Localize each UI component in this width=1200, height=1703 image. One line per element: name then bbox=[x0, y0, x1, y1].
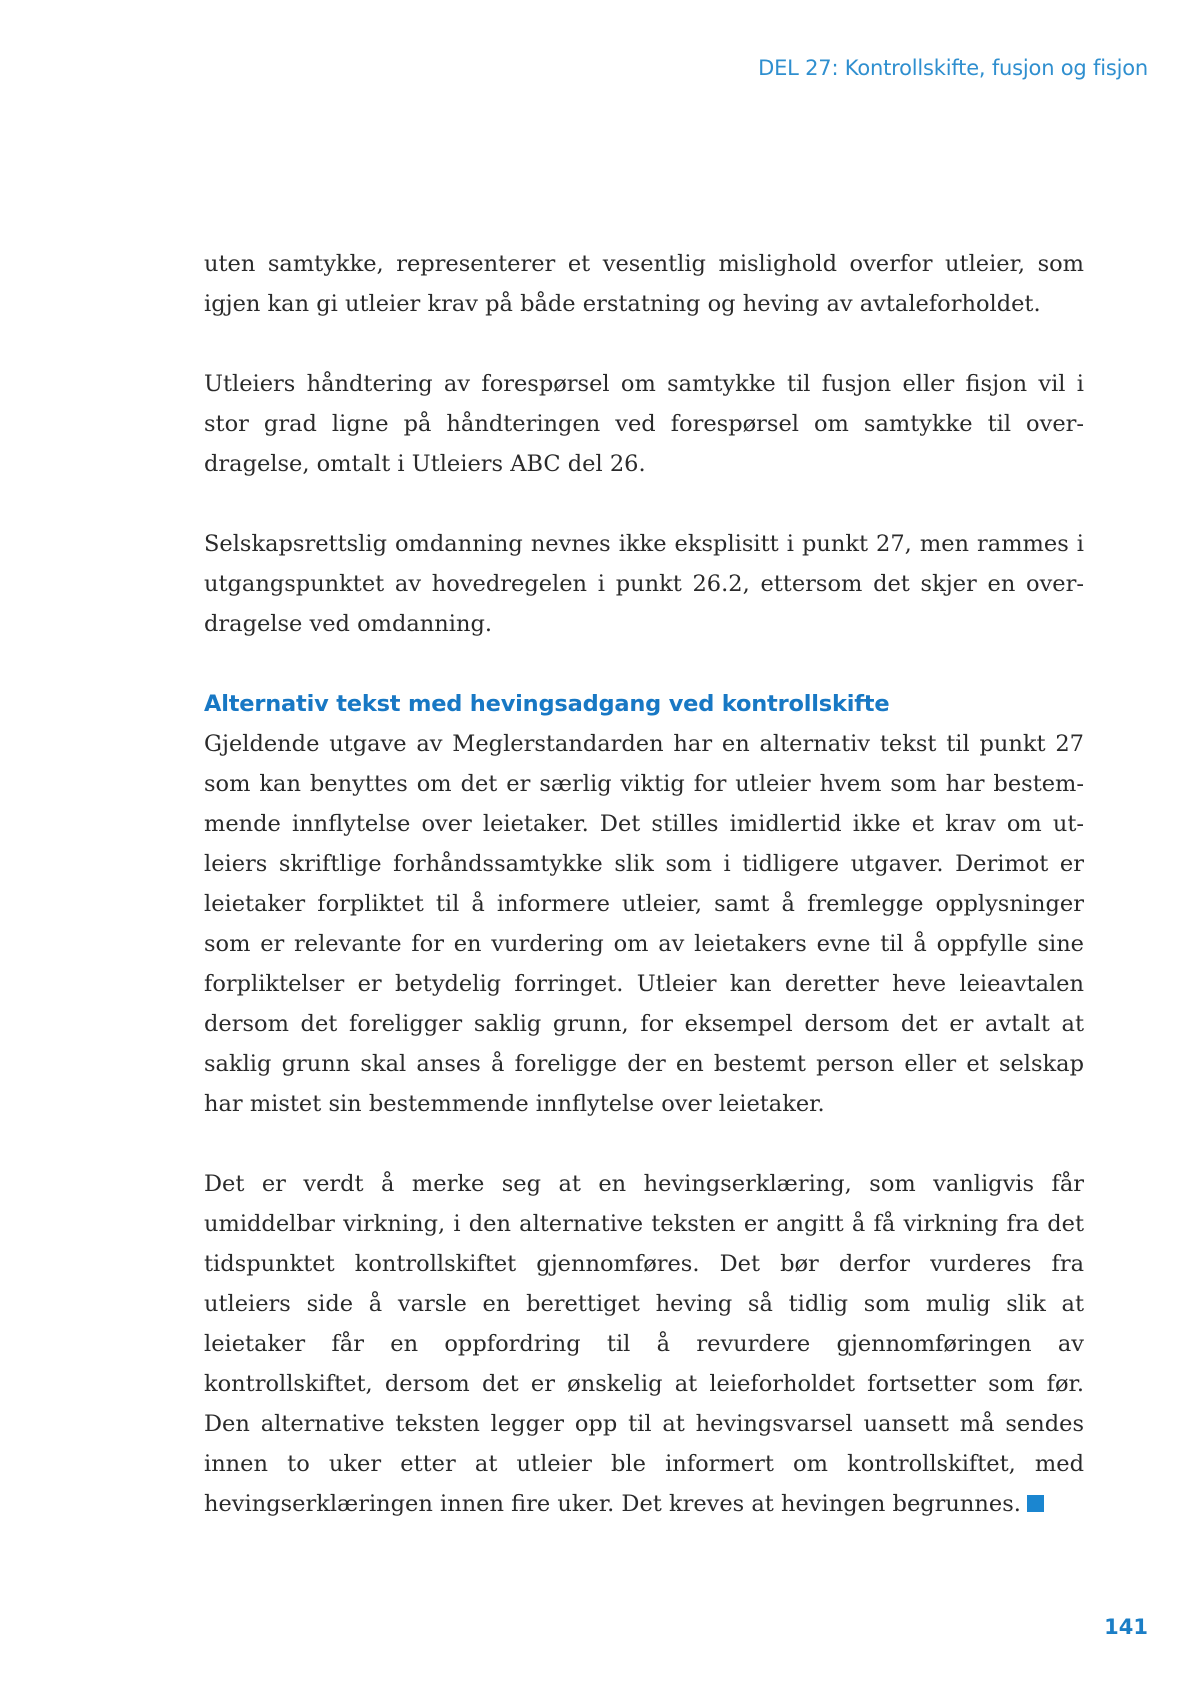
body-paragraph: Utleiers håndtering av forespørsel om samtykke til fusjon eller fisjon vil i stor grad ligne på håndteringen ved forespørsel om samtykke til overdragelse, omtalt i Utleiers ABC del 26. bbox=[204, 371, 1084, 477]
body-paragraph: uten samtykke, representerer et vesentlig mislighold overfor utleier, som igjen kan gi utleier krav på både erstatning og heving av avtaleforholdet. bbox=[204, 251, 1084, 317]
page-number: 141 bbox=[1104, 1615, 1148, 1639]
end-of-article-square-icon bbox=[1027, 1495, 1044, 1512]
section-heading: Alternativ tekst med hevingsadgang ved kontrollskifte bbox=[204, 691, 890, 717]
body-paragraph-text: Det er verdt å merke seg at en hevingserklæring, som vanligvis får umiddelbar virkning, i den alternative teksten er angitt å få virkning fra det tidspunktet kontrollskiftet gjennomføres. Det bør derfor vurderes fra utleiers side å varsle en berettiget heving så tidlig som mulig slik at leietaker får en oppfordring til å revurdere gjennomføringen av kontrollskiftet, dersom det er ønskelig at leieforholdet fortsetter som før. Den alternative teksten legger opp til at hevingsvarsel uansett må sendes innen to uker etter at utleier ble informert om kontrollskiftet, med hevingserklæringen innen fire uker. Det kreves at hevingen begrunnes. bbox=[204, 1171, 1084, 1517]
body-paragraph: Selskapsrettslig omdanning nevnes ikke eksplisitt i punkt 27, men rammes i utgangspunktet av hovedregelen i punkt 26.2, ettersom det skjer en overdragelse ved omdanning. bbox=[204, 531, 1084, 637]
page-body bbox=[204, 244, 1084, 1564]
running-header-title: DEL 27: Kontrollskifte, fusjon og fisjon bbox=[758, 56, 1148, 80]
body-paragraph-final bbox=[204, 1164, 1084, 1524]
body-paragraph: Gjeldende utgave av Meglerstandarden har en alternativ tekst til punkt 27 som kan benyttes om det er særlig viktig for utleier hvem som har bestemmende innflytelse over leietaker. Det stilles imidlertid ikke et krav om utleiers skriftlige forhåndssamtykke slik som i tidligere utgaver. Derimot er leietaker forpliktet til å informere utleier, samt å fremlegge opplysninger som er relevante for en vurdering om av leietakers evne til å oppfylle sine forpliktelser er betydelig forringet. Utleier kan deretter heve leieavtalen dersom det foreligger saklig grunn, for eksempel dersom det er avtalt at saklig grunn skal anses å foreligge der en bestemt person eller et selskap har mistet sin bestemmende innflytelse over leietaker. bbox=[204, 731, 1084, 1117]
